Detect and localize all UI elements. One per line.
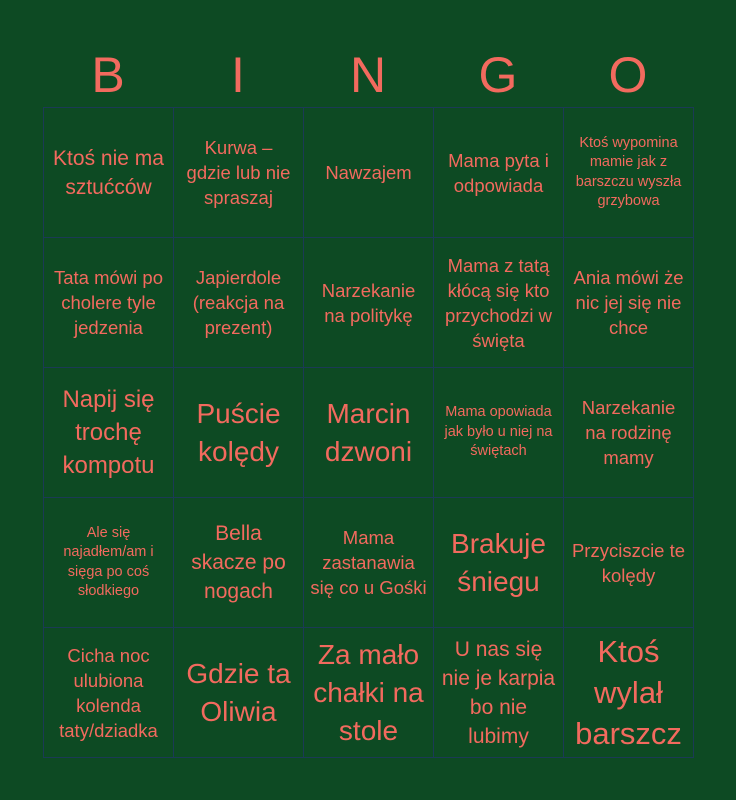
- bingo-cell-r2-c3[interactable]: Narzekanie na politykę: [304, 238, 434, 368]
- bingo-cell-r2-c5[interactable]: Ania mówi że nic jej się nie chce: [564, 238, 694, 368]
- bingo-cell-r4-c3[interactable]: Mama zastanawia się co u Gośki: [304, 498, 434, 628]
- header-letter-o: O: [608, 47, 648, 103]
- bingo-cell-r2-c4[interactable]: Mama z tatą kłócą się kto przychodzi w święta: [434, 238, 564, 368]
- header-letter-n: N: [349, 47, 387, 103]
- bingo-cell-r5-c1[interactable]: Cicha noc ulubiona kolenda taty/dziadka: [44, 628, 174, 758]
- bingo-cell-r4-c4[interactable]: Brakuje śniegu: [434, 498, 564, 628]
- bingo-cell-r3-c3[interactable]: Marcin dzwoni: [304, 368, 434, 498]
- bingo-cell-r2-c2[interactable]: Japierdole (reakcja na prezent): [174, 238, 304, 368]
- bingo-cell-r3-c5[interactable]: Narzekanie na rodzinę mamy: [564, 368, 694, 498]
- bingo-cell-r5-c5[interactable]: Ktoś wylał barszcz: [564, 628, 694, 758]
- bingo-header: [43, 44, 693, 106]
- bingo-cell-r3-c4[interactable]: Mama opowiada jak było u niej na świętach: [434, 368, 564, 498]
- bingo-cell-r5-c3[interactable]: Za mało chałki na stole: [304, 628, 434, 758]
- bingo-cell-r5-c2[interactable]: Gdzie ta Oliwia: [174, 628, 304, 758]
- bingo-cell-r1-c2[interactable]: Kurwa – gdzie lub nie spraszaj: [174, 108, 304, 238]
- header-letter-i: I: [231, 47, 245, 103]
- bingo-cell-r3-c2[interactable]: Puście kolędy: [174, 368, 304, 498]
- bingo-cell-r1-c3[interactable]: Nawzajem: [304, 108, 434, 238]
- header-letter-b: B: [91, 47, 125, 103]
- bingo-cell-r2-c1[interactable]: Tata mówi po cholere tyle jedzenia: [44, 238, 174, 368]
- bingo-cell-r4-c2[interactable]: Bella skacze po nogach: [174, 498, 304, 628]
- bingo-cell-r1-c4[interactable]: Mama pyta i odpowiada: [434, 108, 564, 238]
- bingo-grid: [43, 107, 694, 758]
- header-letter-g: G: [478, 47, 518, 103]
- bingo-cell-r1-c1[interactable]: Ktoś nie ma sztućców: [44, 108, 174, 238]
- bingo-cell-r4-c5[interactable]: Przyciszcie te kolędy: [564, 498, 694, 628]
- bingo-cell-r4-c1[interactable]: Ale się najadłem/am i sięga po coś słodkiego: [44, 498, 174, 628]
- bingo-cell-r1-c5[interactable]: Ktoś wypomina mamie jak z barszczu wyszła grzybowa: [564, 108, 694, 238]
- bingo-cell-r5-c4[interactable]: U nas się nie je karpia bo nie lubimy: [434, 628, 564, 758]
- bingo-cell-r3-c1[interactable]: Napij się trochę kompotu: [44, 368, 174, 498]
